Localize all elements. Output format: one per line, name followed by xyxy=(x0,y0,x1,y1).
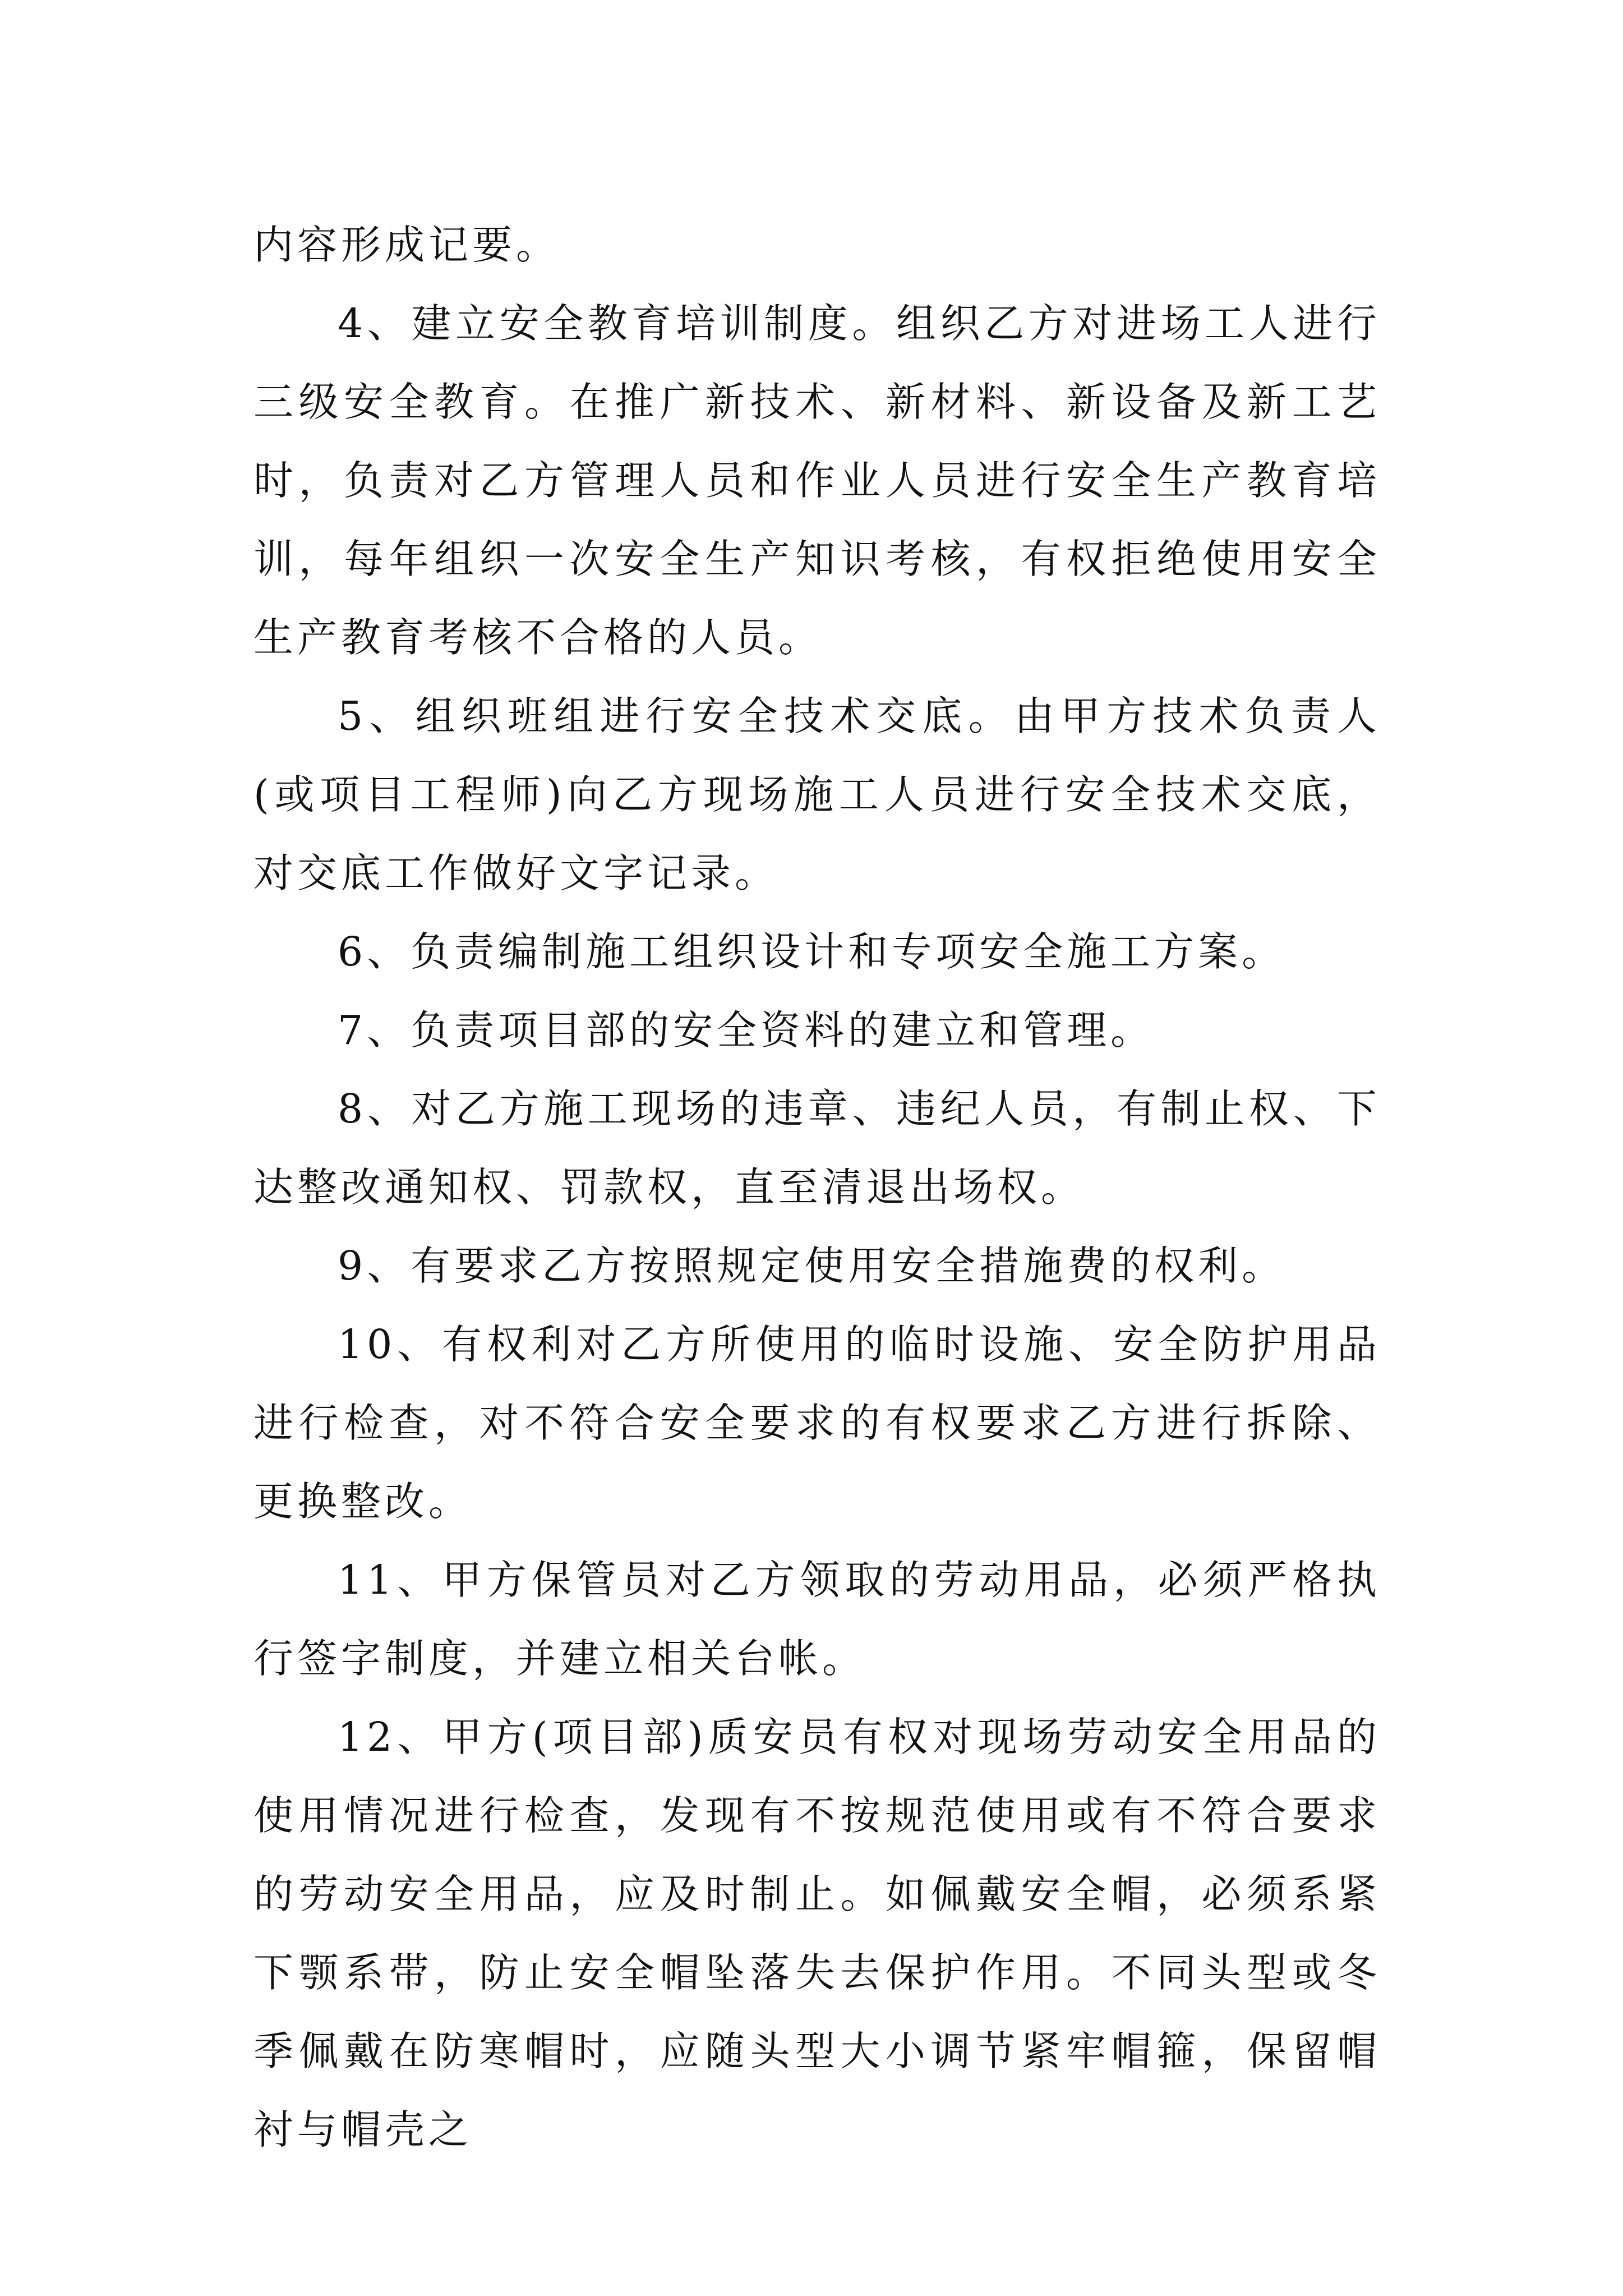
paragraph-item-4: 4、建立安全教育培训制度。组织乙方对进场工人进行三级安全教育。在推广新技术、新材料、新设备及新工艺时，负责对乙方管理人员和作业人员进行安全生产教育培训，每年组织一次安全生产知识考核，有权拒绝使用安全生产教育考核不合格的人员。 xyxy=(253,300,1381,661)
paragraph-continuation: 内容形成记要。 xyxy=(253,222,560,268)
paragraph-item-5: 5、组织班组进行安全技术交底。由甲方技术负责人(或项目工程师)向乙方现场施工人员进行安全技术交底，对交底工作做好文字记录。 xyxy=(253,693,1381,896)
paragraph-item-12: 12、甲方(项目部)质安员有权对现场劳动安全用品的使用情况进行检查，发现有不按规范使用或有不符合要求的劳动安全用品，应及时制止。如佩戴安全帽，必须系紧下颚系带，防止安全帽坠落失去保护作用。不同头型或冬季佩戴在防寒帽时，应随头型大小调节紧牢帽箍，保留帽衬与帽壳之 xyxy=(253,1714,1381,2153)
paragraph-item-10: 10、有权利对乙方所使用的临时设施、安全防护用品进行检查，对不符合安全要求的有权要求乙方进行拆除、更换整改。 xyxy=(253,1321,1381,1525)
paragraph-item-8: 8、对乙方施工现场的违章、违纪人员，有制止权、下达整改通知权、罚款权，直至清退出场权。 xyxy=(253,1085,1381,1211)
paragraph-item-9: 9、有要求乙方按照规定使用安全措施费的权利。 xyxy=(338,1243,1286,1289)
document-body xyxy=(253,206,1381,2169)
paragraph-item-6: 6、负责编制施工组织设计和专项安全施工方案。 xyxy=(338,928,1286,975)
paragraph-item-7: 7、负责项目部的安全资料的建立和管理。 xyxy=(338,1007,1155,1053)
paragraph-item-11: 11、甲方保管员对乙方领取的劳动用品，必须严格执行签字制度，并建立相关台帐。 xyxy=(253,1557,1381,1682)
